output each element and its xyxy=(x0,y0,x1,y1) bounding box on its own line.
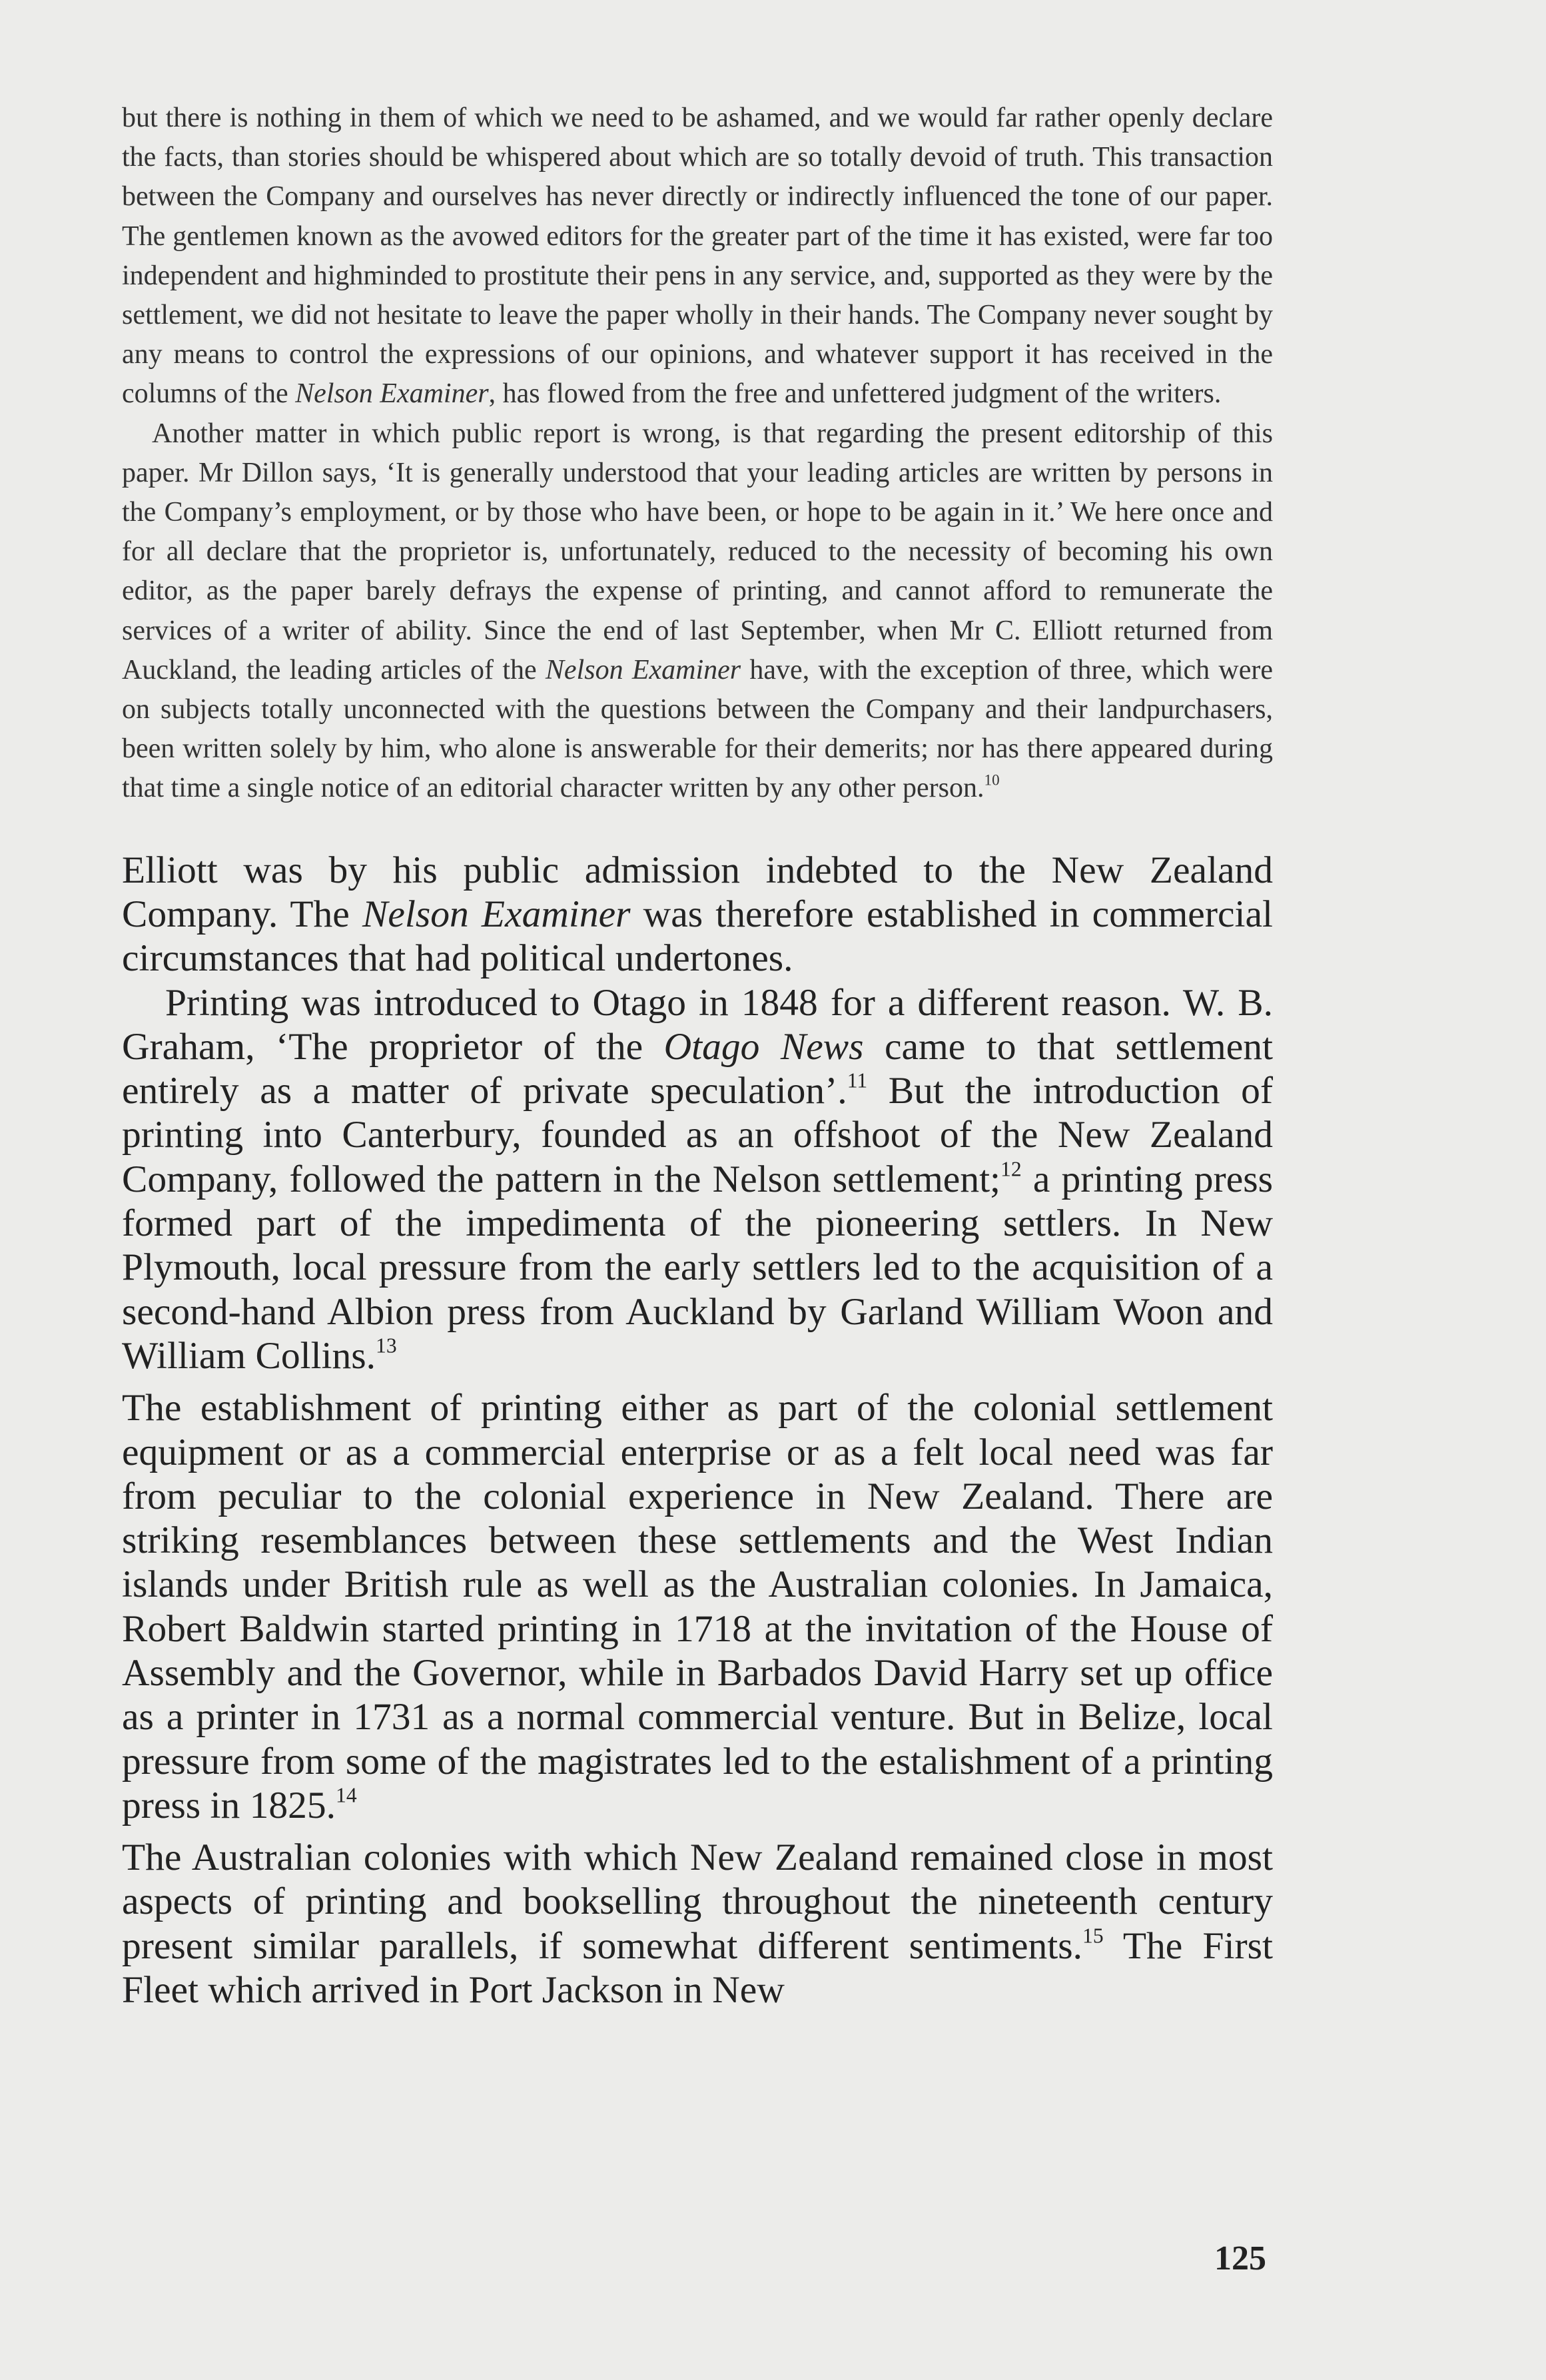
body-text-run: a printing press formed part of the impedimenta of the pioneering settlers. In New Plymouth, local pressure from the early settlers led to the acquisition of a second-hand Albion press from Auckland by Garland William Woon and William Collins. xyxy=(122,1158,1273,1377)
body-text-run: But the introduction of printing into Canterbury, founded as an offshoot of the New Zealand Company, followed the pattern in the Nelson settlement; xyxy=(122,1070,1273,1200)
page-number: 125 xyxy=(1214,2239,1266,2277)
body-text-run: Elliott was by his public admission indebted to the New Zealand Company. The xyxy=(122,849,1273,935)
italic-title: Nelson Examiner xyxy=(545,654,741,685)
body-text-run: The establishment of printing either as part of the colonial settlement equipment or as a commercial enterprise or as a felt local need was far from peculiar to the colonial experience in New Zealand. There are striking resemblances between these settlements and the West Indian islands under British rule as well as the Australian colonies. In Jamaica, Robert Baldwin started printing in 1718 at the invitation of the House of Assembly and the Governor, while in Barbados David Harry set up office as a printer in 1731 as a normal commercial venture. But in Belize, local pressure from some of the magistrates led to the estalishment of a printing press in 1825. xyxy=(122,1387,1273,1826)
body-text-run: The First Fleet which arrived in Port Jackson in New xyxy=(122,1924,1274,2012)
body-text-run: The Australian colonies with which New Zealand remained close in most aspects of printing and bookselling throughout the nineteenth century present similar parallels, if somewhat different sentiments. xyxy=(122,1836,1273,1967)
italic-title: Otago News xyxy=(663,1025,864,1068)
footnote-marker: 11 xyxy=(847,1068,868,1092)
footnote-marker: 13 xyxy=(376,1334,397,1358)
footnote-marker: 12 xyxy=(1000,1157,1022,1181)
italic-title: Nelson Examiner xyxy=(295,378,489,410)
quote-paragraph-1 xyxy=(122,99,1273,414)
body-text xyxy=(122,849,1273,2013)
quote-paragraph-2 xyxy=(122,414,1273,809)
body-paragraph-2 xyxy=(122,981,1273,1379)
body-text-run: came to that settlement entirely as a matter of private speculation’. xyxy=(122,1025,1273,1112)
quote-text: , has flowed from the free and unfettered judgment of the writers. xyxy=(488,378,1222,410)
footnote-marker: 10 xyxy=(984,771,1000,789)
quote-text: but there is nothing in them of which we need to be ashamed, and we would far rather openly declare the facts, than stories should be whispered about which are so totally devoid of truth. This transaction between the Company and ourselves has never directly or indirectly influenced the tone of our paper. The gentlemen known as the avowed editors for the greater part of the time it has existed, were far too independent and highminded to prostitute their pens in any service, and, supported as they were by the settlement, we did not hesitate to leave the paper wholly in their hands. The Company never sought by any means to control the expressions of our opinions, and whatever support it has received in the columns of the xyxy=(122,103,1273,410)
footnote-marker: 14 xyxy=(336,1783,357,1807)
footnote-marker: 15 xyxy=(1082,1924,1104,1948)
page-content xyxy=(122,99,1273,2012)
body-paragraph-4 xyxy=(122,1836,1273,2012)
quote-text: Another matter in which public report is wrong, is that regarding the present editorship of this paper. Mr Dillon says, ‘It is generally understood that your leading articles are written by persons in the Company’s employment, or by those who have been, or hope to be again in it.’ We here once and for all declare that the proprietor is, unfortunately, reduced to the necessity of becoming his own editor, as the paper barely defrays the expense of printing, and cannot afford to remunerate the services of a writer of ability. Since the end of last September, when Mr C. Elliott returned from Auckland, the leading articles of the xyxy=(122,418,1273,685)
body-text-run: was therefore established in commercial circumstances that had political undertones. xyxy=(122,893,1273,980)
block-quotation xyxy=(122,99,1273,809)
italic-title: Nelson Examiner xyxy=(362,893,631,935)
body-paragraph-3 xyxy=(122,1386,1273,1828)
body-text-run: Printing was introduced to Otago in 1848 for a different reason. W. B. Graham, ‘The proprietor of the xyxy=(122,981,1273,1068)
quote-text: have, with the exception of three, which were on subjects totally unconnected with the questions between the Company and their landpurchasers, been written solely by him, who alone is answerable for their demerits; nor has there appeared during that time a single notice of an editorial character written by any other person. xyxy=(122,654,1273,804)
body-paragraph-1 xyxy=(122,849,1273,981)
